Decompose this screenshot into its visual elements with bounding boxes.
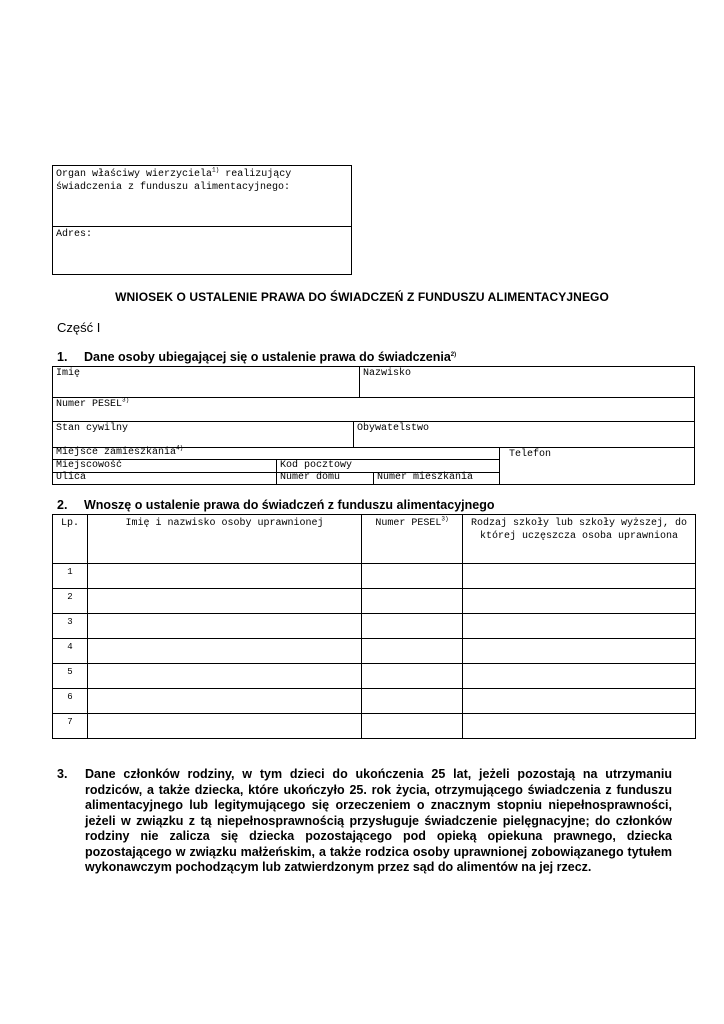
last-name-field[interactable]: [360, 367, 694, 397]
table-row: [53, 639, 696, 664]
pesel-cell[interactable]: [362, 714, 463, 739]
house-number-label: Numer domu: [280, 472, 341, 483]
footnote-ref: 4): [176, 444, 184, 452]
pesel-label: Numer PESEL: [56, 399, 123, 410]
name-cell[interactable]: [88, 714, 362, 739]
apartment-number-field[interactable]: [374, 473, 499, 484]
table-row: [53, 564, 696, 589]
name-cell[interactable]: [88, 614, 362, 639]
table-row: [53, 589, 696, 614]
street-label: Ulica: [56, 472, 87, 483]
citizenship-label: Obywatelstwo: [357, 423, 430, 434]
civil-status-field[interactable]: [53, 422, 353, 447]
column-header-name: Imię i nazwisko osoby uprawnionej: [88, 515, 362, 564]
pesel-field[interactable]: [53, 398, 694, 421]
school-cell[interactable]: [463, 689, 696, 714]
pesel-cell[interactable]: [362, 564, 463, 589]
pesel-cell[interactable]: [362, 664, 463, 689]
column-header-school: Rodzaj szkoły lub szkoły wyższej, do której uczęszcza osoba uprawniona: [463, 515, 696, 564]
column-header-pesel: [362, 515, 463, 564]
section1-heading: [57, 350, 456, 364]
row-number: 5: [53, 664, 88, 689]
part-label: Część I: [57, 320, 101, 335]
house-number-field[interactable]: [277, 473, 373, 484]
name-cell[interactable]: [88, 664, 362, 689]
pesel-cell[interactable]: [362, 639, 463, 664]
school-cell[interactable]: [463, 639, 696, 664]
school-cell[interactable]: [463, 664, 696, 689]
first-name-label: Imię: [56, 368, 81, 379]
residence-label: Miejsce zamieszkania: [56, 447, 177, 458]
organ-field[interactable]: [53, 166, 351, 227]
name-cell[interactable]: [88, 639, 362, 664]
postal-code-label: Kod pocztowy: [280, 460, 353, 471]
row-number: 4: [53, 639, 88, 664]
organ-label-line2: świadczenia z funduszu alimentacyjnego:: [56, 182, 291, 193]
table-row: [53, 614, 696, 639]
phone-label: Telefon: [509, 449, 552, 460]
pesel-cell[interactable]: [362, 614, 463, 639]
row-number: 7: [53, 714, 88, 739]
apartment-number-label: Numer mieszkania: [377, 472, 474, 483]
row-number: 3: [53, 614, 88, 639]
section2-title: Wnoszę o ustalenie prawa do świadczeń z funduszu alimentacyjnego: [84, 498, 495, 512]
section1-title: Dane osoby ubiegającej się o ustalenie prawa do świadczenia: [84, 350, 451, 364]
school-cell[interactable]: [463, 564, 696, 589]
address-field[interactable]: [53, 227, 351, 242]
pesel-cell[interactable]: [362, 689, 463, 714]
phone-field[interactable]: [506, 448, 694, 484]
pesel-header-label: Numer PESEL: [375, 518, 442, 529]
row-number: 6: [53, 689, 88, 714]
section2-number: 2.: [57, 498, 68, 512]
applicant-data-grid: [52, 366, 695, 485]
row-number: 2: [53, 589, 88, 614]
form-title: WNIOSEK O USTALENIE PRAWA DO ŚWIADCZEŃ Z FUNDUSZU ALIMENTACYJNEGO: [115, 290, 609, 304]
school-cell[interactable]: [463, 589, 696, 614]
table-row: [53, 664, 696, 689]
organ-label: Organ właściwy wierzyciela: [56, 169, 213, 180]
beneficiaries-table: [52, 514, 696, 739]
footnote-ref: 3): [122, 396, 130, 404]
name-cell[interactable]: [88, 689, 362, 714]
organ-label-cont: realizujący: [219, 169, 292, 180]
footnote-ref: 1): [212, 166, 220, 174]
column-header-lp: Lp.: [53, 515, 88, 564]
civil-status-label: Stan cywilny: [56, 423, 129, 434]
section2-heading: [57, 498, 495, 512]
row-number: 1: [53, 564, 88, 589]
name-cell[interactable]: [88, 589, 362, 614]
section1-number: 1.: [57, 350, 68, 364]
first-name-field[interactable]: [53, 367, 359, 397]
pesel-cell[interactable]: [362, 589, 463, 614]
name-cell[interactable]: [88, 564, 362, 589]
locality-label: Miejscowość: [56, 460, 123, 471]
section3: [57, 767, 672, 876]
organ-box: [52, 165, 352, 275]
footnote-ref: 3): [441, 515, 449, 523]
footnote-ref: 2): [450, 351, 457, 358]
address-label: Adres:: [56, 229, 93, 240]
section3-number: 3.: [57, 767, 68, 781]
last-name-label: Nazwisko: [363, 368, 412, 379]
section3-text: Dane członków rodziny, w tym dzieci do ukończenia 25 lat, jeżeli pozostają na utrzymaniu rodziców, a także dziecka, które ukończyło 25. rok życia, otrzymującego świadczenia z funduszu alimentacyjnego lub legitymującego się orzeczeniem o znacznym stopniu niepełnosprawności, jeżeli w związku z tą niepełnosprawnością przysługuje świadczenie pielęgnacyjne; do członków rodziny nie zalicza się dziecka pozostającego pod opieką opiekuna prawnego, dziecka pozostającego w związku małżeńskim, a także rodzica osoby uprawnionej zobowiązanego tytułem wykonawczym pochodzącym lub zatwierdzonym przez sąd do alimentów na jej rzecz.: [85, 767, 672, 874]
street-field[interactable]: [53, 473, 276, 484]
table-row: [53, 689, 696, 714]
postal-code-field[interactable]: [277, 460, 499, 472]
citizenship-field[interactable]: [354, 422, 694, 447]
table-row: [53, 714, 696, 739]
school-cell[interactable]: [463, 714, 696, 739]
school-cell[interactable]: [463, 614, 696, 639]
locality-field[interactable]: [53, 460, 276, 472]
residence-header: [53, 444, 499, 459]
